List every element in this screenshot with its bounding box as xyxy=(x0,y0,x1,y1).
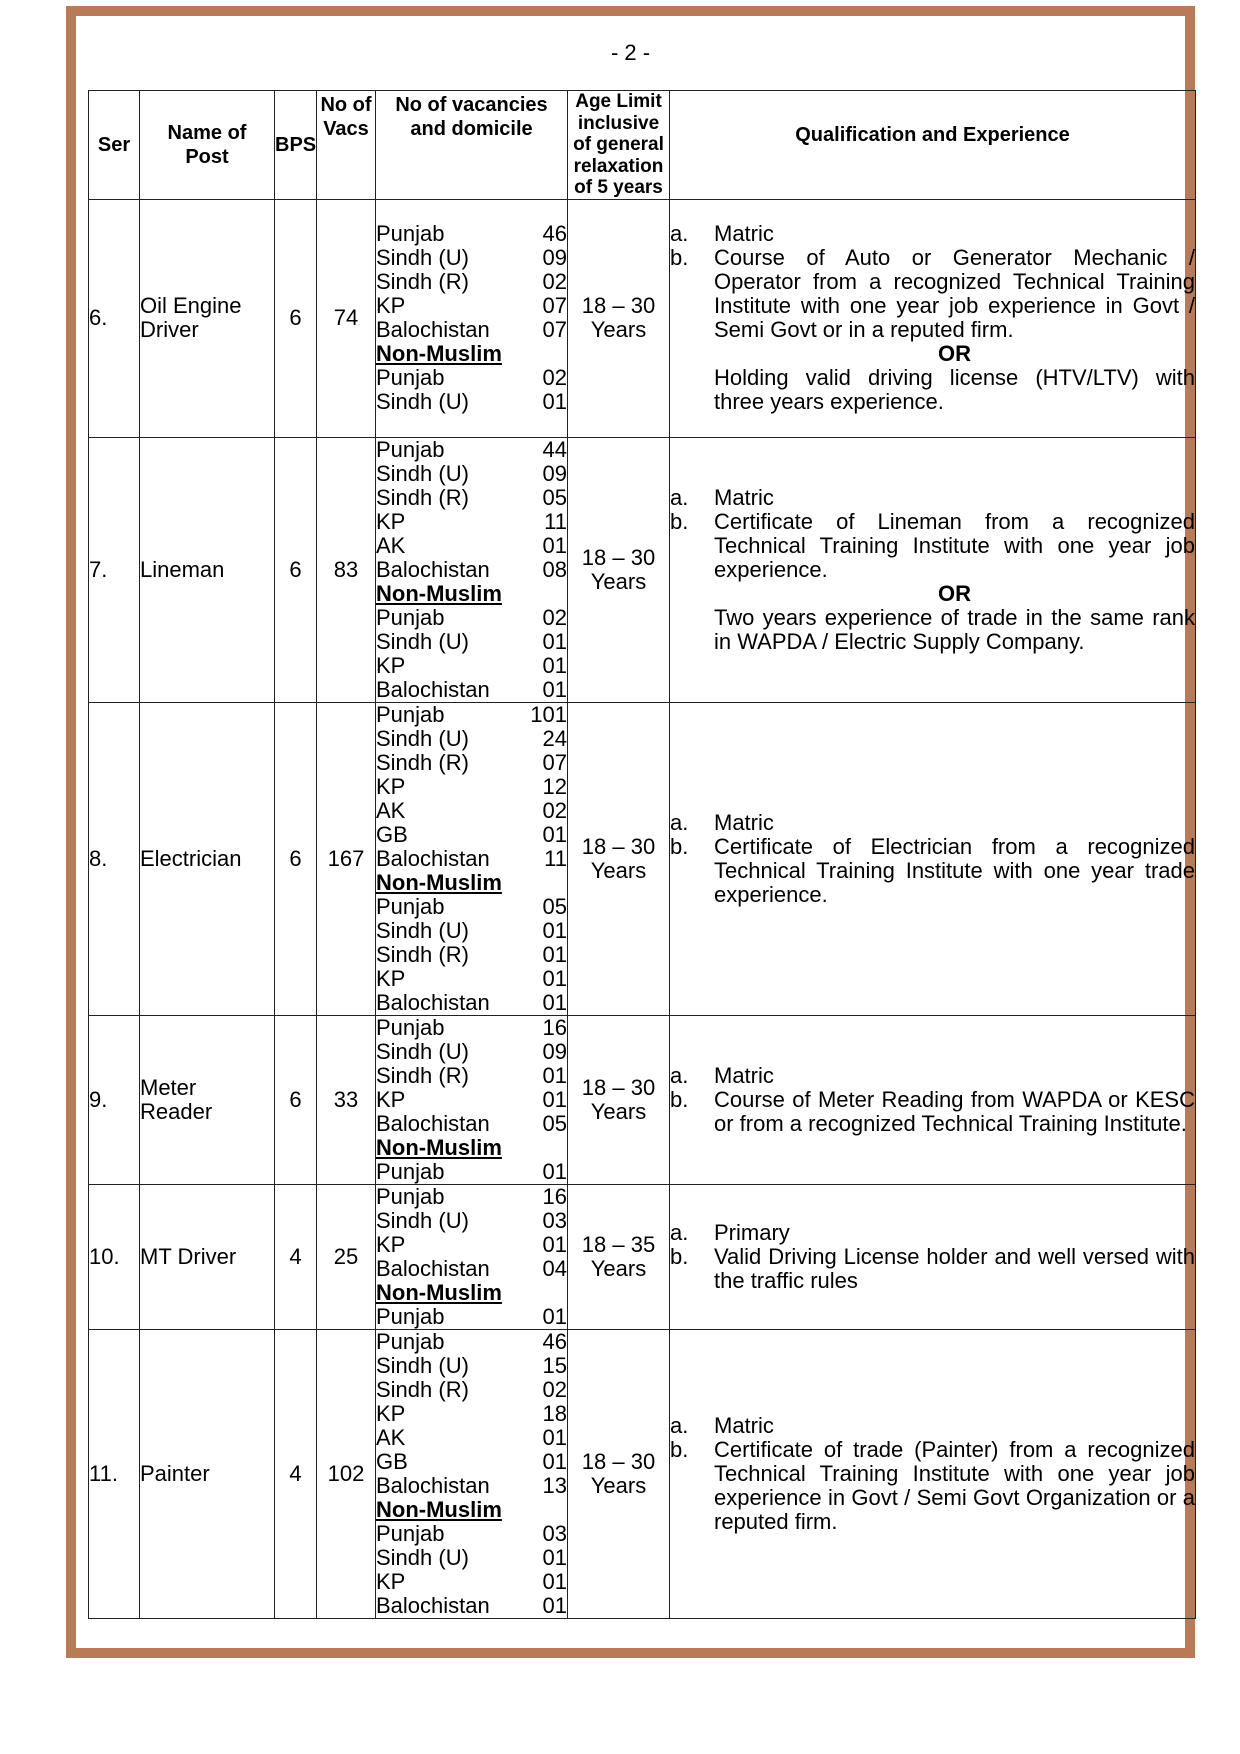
domicile-line xyxy=(376,654,567,678)
qualification-cell xyxy=(670,199,1196,437)
domicile-line xyxy=(376,703,567,727)
domicile-line xyxy=(376,222,567,246)
domicile-count: 13 xyxy=(542,1472,567,1498)
domicile-region: Sindh (R) xyxy=(376,941,469,967)
bps-cell: 4 xyxy=(275,1184,317,1329)
item-marker: a. xyxy=(670,1219,689,1245)
domicile-region: Punjab xyxy=(376,221,445,246)
domicile-count: 07 xyxy=(542,749,567,775)
item-marker: a. xyxy=(670,1412,689,1438)
domicile-count: 24 xyxy=(542,725,567,751)
vacancy-count-cell: 25 xyxy=(317,1184,376,1329)
domicile-line xyxy=(376,1160,567,1184)
non-muslim-heading: Non-Muslim xyxy=(376,1279,502,1305)
domicile-region: Sindh (U) xyxy=(376,460,469,486)
domicile-line xyxy=(376,895,567,919)
qualification-text: Course of Auto or Generator Mechanic / Operator from a recognized Technical Training Institute with one year job experience in Govt / Semi Govt or in a reputed firm. xyxy=(714,245,1195,342)
alternative-qualification: Two years experience of trade in the same rank in WAPDA / Electric Supply Company. xyxy=(714,604,1195,654)
domicile-count: 01 xyxy=(542,532,567,558)
domicile-region: Sindh (R) xyxy=(376,1062,469,1088)
header-no-of-vacs: No of Vacs xyxy=(317,91,376,200)
ser-cell: 11. xyxy=(89,1329,140,1618)
domicile-line xyxy=(376,1305,567,1329)
domicile-count: 01 xyxy=(542,628,567,654)
domicile-region: Balochistan xyxy=(376,1110,490,1136)
domicile-region: Punjab xyxy=(376,365,445,390)
domicile-line xyxy=(376,1209,567,1233)
domicile-count: 01 xyxy=(542,941,567,967)
qualification-text: Certificate of trade (Painter) from a recognized Technical Training Institute with one year job experience in Govt / Semi Govt Organization or a reputed firm. xyxy=(714,1436,1195,1534)
domicile-count: 02 xyxy=(542,797,567,823)
non-muslim-heading: Non-Muslim xyxy=(376,580,502,606)
item-marker: a. xyxy=(670,484,689,510)
domicile-cell xyxy=(376,199,568,437)
item-marker: b. xyxy=(670,1243,689,1269)
domicile-count: 02 xyxy=(542,604,567,630)
age-limit-cell: 18 – 30 Years xyxy=(568,702,670,1015)
qualification-item-a xyxy=(670,1414,1195,1438)
domicile-cell xyxy=(376,437,568,702)
age-limit-cell: 18 – 30 Years xyxy=(568,1015,670,1184)
domicile-line xyxy=(376,438,567,462)
table-row-mt-driver xyxy=(89,1184,1196,1329)
domicile-region: Balochistan xyxy=(376,317,490,342)
table-row-lineman xyxy=(89,437,1196,702)
domicile-region: KP xyxy=(376,1231,406,1257)
domicile-count: 01 xyxy=(542,821,567,847)
qualification-item-a xyxy=(670,1064,1195,1088)
table-header-row xyxy=(89,91,1196,200)
header-domicile: No of vacancies and domicile xyxy=(376,91,568,200)
domicile-line xyxy=(376,1474,567,1498)
header-qualification: Qualification and Experience xyxy=(670,91,1196,200)
alternative-qualification: Holding valid driving license (HTV/LTV) with three years experience. xyxy=(714,365,1195,414)
table-row-meter-reader xyxy=(89,1015,1196,1184)
domicile-count: 01 xyxy=(542,389,567,414)
domicile-region: GB xyxy=(376,1448,408,1474)
domicile-region: Sindh (U) xyxy=(376,1038,469,1064)
domicile-region: KP xyxy=(376,652,406,678)
qualification-text: Certificate of Lineman from a recognized Technical Training Institute with one year job experience. xyxy=(714,508,1195,582)
domicile-count: 01 xyxy=(542,965,567,991)
domicile-count: 44 xyxy=(542,436,567,462)
domicile-count: 01 xyxy=(542,1231,567,1257)
or-separator: OR xyxy=(938,341,971,366)
domicile-count: 07 xyxy=(542,293,567,318)
domicile-region: Sindh (U) xyxy=(376,1207,469,1233)
domicile-region: Punjab xyxy=(376,893,445,919)
domicile-region: Sindh (U) xyxy=(376,628,469,654)
ser-cell: 7. xyxy=(89,437,140,702)
domicile-cell xyxy=(376,1015,568,1184)
domicile-count: 46 xyxy=(542,1328,567,1354)
domicile-line xyxy=(376,847,567,871)
domicile-line xyxy=(376,1064,567,1088)
domicile-cell xyxy=(376,1184,568,1329)
domicile-line xyxy=(376,1546,567,1570)
domicile-line xyxy=(376,534,567,558)
domicile-region: Punjab xyxy=(376,436,445,462)
domicile-line xyxy=(376,1257,567,1281)
age-limit-cell: 18 – 30 Years xyxy=(568,199,670,437)
domicile-count: 01 xyxy=(542,1062,567,1088)
domicile-count: 05 xyxy=(542,484,567,510)
domicile-count: 05 xyxy=(542,1110,567,1136)
domicile-line xyxy=(376,270,567,294)
domicile-count: 01 xyxy=(542,1158,567,1184)
domicile-count: 01 xyxy=(542,1568,567,1594)
ser-cell: 8. xyxy=(89,702,140,1015)
domicile-count: 09 xyxy=(542,245,567,270)
header-age-limit: Age Limit inclusive of general relaxation of 5 years xyxy=(568,91,670,200)
domicile-region: AK xyxy=(376,532,406,558)
domicile-line xyxy=(376,799,567,823)
page-frame xyxy=(66,6,1195,1658)
domicile-region: GB xyxy=(376,821,408,847)
domicile-line xyxy=(376,318,567,342)
domicile-count: 09 xyxy=(542,1038,567,1064)
domicile-region: KP xyxy=(376,293,406,318)
qualification-text: Matric xyxy=(714,484,774,510)
bps-cell: 6 xyxy=(275,437,317,702)
qualification-item-b xyxy=(670,246,1195,342)
domicile-line xyxy=(376,1040,567,1064)
qualification-item-b xyxy=(670,1245,1195,1293)
qualification-cell xyxy=(670,437,1196,702)
domicile-count: 11 xyxy=(544,508,567,534)
qualification-cell xyxy=(670,1184,1196,1329)
ser-cell: 10. xyxy=(89,1184,140,1329)
domicile-region: Sindh (U) xyxy=(376,245,469,270)
header-bps: BPS xyxy=(275,91,317,200)
domicile-line xyxy=(376,1185,567,1209)
non-muslim-heading: Non-Muslim xyxy=(376,341,502,366)
vacancy-table xyxy=(88,90,1196,1619)
domicile-count: 09 xyxy=(542,460,567,486)
domicile-region: Punjab xyxy=(376,1328,445,1354)
domicile-count: 02 xyxy=(542,269,567,294)
qualification-item-a xyxy=(670,486,1195,510)
qualification-text: Matric xyxy=(714,221,774,246)
domicile-count: 03 xyxy=(542,1520,567,1546)
domicile-line xyxy=(376,1088,567,1112)
domicile-line xyxy=(376,943,567,967)
domicile-region: KP xyxy=(376,965,406,991)
qualification-text: Course of Meter Reading from WAPDA or KESC or from a recognized Technical Training Institute. xyxy=(714,1086,1195,1136)
item-marker: b. xyxy=(670,833,689,859)
domicile-line xyxy=(376,751,567,775)
domicile-region: Punjab xyxy=(376,1158,445,1184)
table-row-oil-engine-driver xyxy=(89,199,1196,437)
domicile-count: 02 xyxy=(542,1376,567,1402)
domicile-region: KP xyxy=(376,1400,406,1426)
domicile-region: Sindh (U) xyxy=(376,1544,469,1570)
domicile-line xyxy=(376,486,567,510)
post-name-cell: Painter xyxy=(140,1329,275,1618)
domicile-count: 11 xyxy=(544,845,567,871)
qualification-text: Matric xyxy=(714,809,774,835)
domicile-region: Sindh (R) xyxy=(376,269,469,294)
item-marker: b. xyxy=(670,508,689,534)
domicile-line xyxy=(376,246,567,270)
non-muslim-heading: Non-Muslim xyxy=(376,1134,502,1160)
domicile-region: Balochistan xyxy=(376,1592,490,1618)
domicile-count: 05 xyxy=(542,893,567,919)
bps-cell: 4 xyxy=(275,1329,317,1618)
domicile-region: Balochistan xyxy=(376,1472,490,1498)
domicile-count: 07 xyxy=(542,317,567,342)
domicile-line xyxy=(376,919,567,943)
bps-cell: 6 xyxy=(275,199,317,437)
domicile-line xyxy=(376,1426,567,1450)
non-muslim-heading: Non-Muslim xyxy=(376,869,502,895)
domicile-count: 01 xyxy=(542,1544,567,1570)
age-limit-cell: 18 – 30 Years xyxy=(568,437,670,702)
domicile-count: 16 xyxy=(542,1014,567,1040)
domicile-line xyxy=(376,630,567,654)
vacancy-count-cell: 33 xyxy=(317,1015,376,1184)
domicile-line xyxy=(376,558,567,582)
header-ser: Ser xyxy=(89,91,140,200)
qualification-item-b xyxy=(670,1438,1195,1534)
qualification-item-b xyxy=(670,1088,1195,1136)
domicile-count: 01 xyxy=(542,1303,567,1329)
domicile-count: 46 xyxy=(542,221,567,246)
domicile-region: AK xyxy=(376,1424,406,1450)
qualification-text: Primary xyxy=(714,1219,790,1245)
domicile-count: 15 xyxy=(542,1352,567,1378)
domicile-region: Sindh (U) xyxy=(376,725,469,751)
page-number: - 2 - xyxy=(610,40,651,65)
domicile-region: Sindh (U) xyxy=(376,389,469,414)
domicile-line xyxy=(376,606,567,630)
qualification-cell xyxy=(670,702,1196,1015)
domicile-line xyxy=(376,1233,567,1257)
domicile-region: Balochistan xyxy=(376,989,490,1015)
domicile-line xyxy=(376,1522,567,1546)
domicile-line xyxy=(376,1330,567,1354)
item-marker: a. xyxy=(670,809,689,835)
qualification-item-a xyxy=(670,1221,1195,1245)
domicile-line xyxy=(376,823,567,847)
domicile-count: 01 xyxy=(542,917,567,943)
post-name-cell: Electrician xyxy=(140,702,275,1015)
domicile-region: Punjab xyxy=(376,1014,445,1040)
age-limit-cell: 18 – 30 Years xyxy=(568,1329,670,1618)
domicile-count: 01 xyxy=(542,1086,567,1112)
domicile-count: 12 xyxy=(542,773,567,799)
domicile-count: 01 xyxy=(542,1448,567,1474)
domicile-line xyxy=(376,1112,567,1136)
domicile-region: Sindh (R) xyxy=(376,484,469,510)
domicile-line xyxy=(376,1354,567,1378)
domicile-region: Punjab xyxy=(376,1183,445,1209)
domicile-count: 02 xyxy=(542,365,567,390)
item-marker: a. xyxy=(670,221,689,246)
vacancy-count-cell: 74 xyxy=(317,199,376,437)
bps-cell: 6 xyxy=(275,702,317,1015)
domicile-region: Punjab xyxy=(376,701,445,727)
domicile-line xyxy=(376,1450,567,1474)
domicile-line xyxy=(376,510,567,534)
item-marker: a. xyxy=(670,1062,689,1088)
qualification-text: Certificate of Electrician from a recognized Technical Training Institute with one year trade experience. xyxy=(714,833,1195,907)
domicile-region: Punjab xyxy=(376,1520,445,1546)
domicile-region: Sindh (R) xyxy=(376,749,469,775)
domicile-line xyxy=(376,727,567,751)
post-name-cell: Lineman xyxy=(140,437,275,702)
domicile-line xyxy=(376,366,567,390)
non-muslim-heading: Non-Muslim xyxy=(376,1496,502,1522)
ser-cell: 6. xyxy=(89,199,140,437)
domicile-line xyxy=(376,991,567,1015)
qualification-text: Matric xyxy=(714,1412,774,1438)
domicile-count: 03 xyxy=(542,1207,567,1233)
domicile-count: 16 xyxy=(542,1183,567,1209)
qualification-item-b xyxy=(670,835,1195,907)
domicile-count: 08 xyxy=(542,556,567,582)
domicile-line xyxy=(376,967,567,991)
qualification-item-a xyxy=(670,222,1195,246)
domicile-region: Sindh (R) xyxy=(376,1376,469,1402)
domicile-line xyxy=(376,462,567,486)
ser-cell: 9. xyxy=(89,1015,140,1184)
domicile-region: KP xyxy=(376,1568,406,1594)
domicile-count: 01 xyxy=(542,1424,567,1450)
post-name-cell: MT Driver xyxy=(140,1184,275,1329)
domicile-region: Sindh (U) xyxy=(376,917,469,943)
post-name-cell: Meter Reader xyxy=(140,1015,275,1184)
domicile-region: Punjab xyxy=(376,1303,445,1329)
domicile-region: AK xyxy=(376,797,406,823)
qualification-cell xyxy=(670,1329,1196,1618)
domicile-count: 01 xyxy=(542,989,567,1015)
domicile-line xyxy=(376,775,567,799)
item-marker: b. xyxy=(670,1086,689,1112)
or-separator: OR xyxy=(938,580,971,606)
domicile-cell xyxy=(376,1329,568,1618)
table-row-painter xyxy=(89,1329,1196,1618)
qualification-cell xyxy=(670,1015,1196,1184)
bps-cell: 6 xyxy=(275,1015,317,1184)
age-limit-cell: 18 – 35 Years xyxy=(568,1184,670,1329)
domicile-line xyxy=(376,678,567,702)
qualification-item-b xyxy=(670,510,1195,582)
domicile-count: 101 xyxy=(530,701,567,727)
vacancy-count-cell: 102 xyxy=(317,1329,376,1618)
domicile-region: Balochistan xyxy=(376,845,490,871)
vacancy-count-cell: 83 xyxy=(317,437,376,702)
qualification-item-a xyxy=(670,811,1195,835)
domicile-count: 01 xyxy=(542,676,567,702)
domicile-region: Balochistan xyxy=(376,556,490,582)
domicile-count: 01 xyxy=(542,1592,567,1618)
domicile-line xyxy=(376,1570,567,1594)
post-name-cell: Oil Engine Driver xyxy=(140,199,275,437)
domicile-count: 04 xyxy=(542,1255,567,1281)
domicile-region: Punjab xyxy=(376,604,445,630)
item-marker: b. xyxy=(670,1436,689,1462)
domicile-count: 01 xyxy=(542,652,567,678)
domicile-region: KP xyxy=(376,1086,406,1112)
domicile-line xyxy=(376,1378,567,1402)
domicile-line xyxy=(376,1016,567,1040)
qualification-text: Matric xyxy=(714,1062,774,1088)
domicile-region: Balochistan xyxy=(376,1255,490,1281)
header-name-of-post: Name of Post xyxy=(140,91,275,200)
domicile-region: Sindh (U) xyxy=(376,1352,469,1378)
table-row-electrician xyxy=(89,702,1196,1015)
qualification-text: Valid Driving License holder and well versed with the traffic rules xyxy=(714,1243,1195,1293)
domicile-line xyxy=(376,294,567,318)
domicile-line xyxy=(376,1402,567,1426)
domicile-cell xyxy=(376,702,568,1015)
domicile-line xyxy=(376,390,567,414)
item-marker: b. xyxy=(670,245,689,270)
domicile-region: KP xyxy=(376,508,406,534)
domicile-region: KP xyxy=(376,773,406,799)
domicile-region: Balochistan xyxy=(376,676,490,702)
domicile-line xyxy=(376,1594,567,1618)
domicile-count: 18 xyxy=(542,1400,567,1426)
vacancy-count-cell: 167 xyxy=(317,702,376,1015)
